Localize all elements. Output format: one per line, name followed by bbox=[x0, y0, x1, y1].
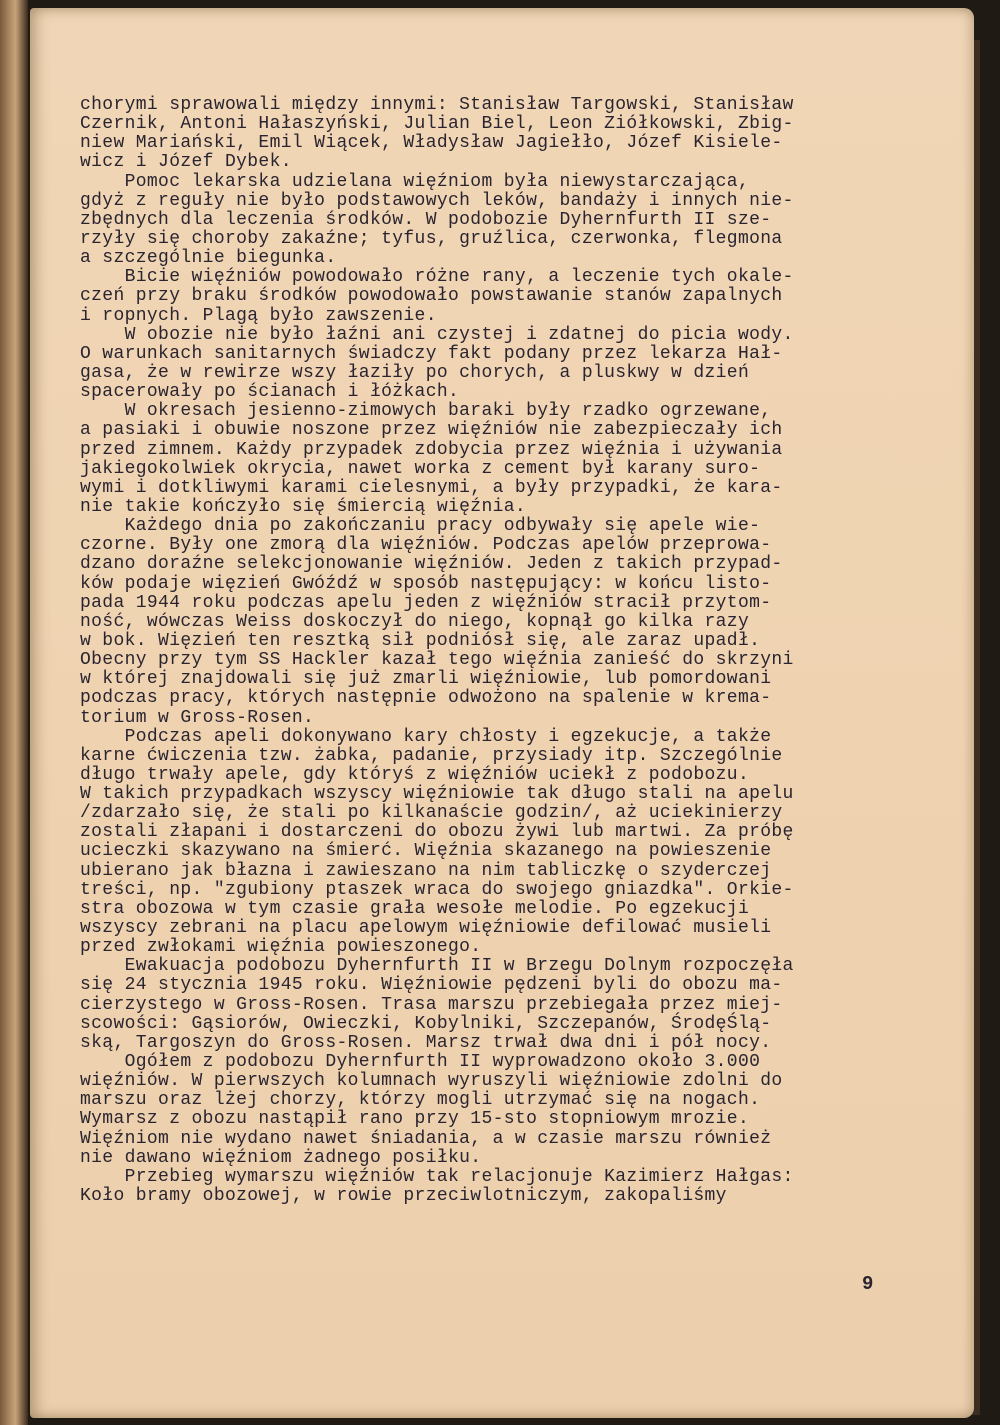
text-line: Przebieg wymarszu więźniów tak relacjonuje Kazimierz Hałgas: bbox=[80, 1166, 794, 1187]
text-line: ków podaje więzień Gwóźdź w sposób następujący: w końcu listo- bbox=[80, 573, 772, 594]
text-line: karne ćwiczenia tzw. żabka, padanie, przysiady itp. Szczególnie bbox=[80, 745, 783, 766]
text-line: wicz i Józef Dybek. bbox=[80, 152, 292, 173]
adjacent-page-edge bbox=[0, 0, 28, 1425]
text-line: Pomoc lekarska udzielana więźniom była niewystarczająca, bbox=[80, 171, 750, 192]
text-line: przed zwłokami więźnia powieszonego. bbox=[80, 937, 482, 958]
text-line: torium w Gross-Rosen. bbox=[80, 707, 315, 728]
text-line: W takich przypadkach wszyscy więźniowie tak długo stali na apelu bbox=[80, 784, 794, 805]
text-line: Bicie więźniów powodowało różne rany, a leczenie tych okale- bbox=[80, 267, 794, 288]
text-line: nie dawano więźniom żadnego posiłku. bbox=[80, 1147, 482, 1168]
text-line: więźniów. W pierwszych kolumnach wyruszyli więźniowie zdolni do bbox=[80, 1071, 783, 1092]
text-line: treści, np. "zgubiony ptaszek wraca do swojego gniazdka". Orkie- bbox=[80, 879, 794, 900]
text-line: ubierano jak błazna i zawieszano na nim tabliczkę o szyderczej bbox=[80, 860, 772, 881]
text-line: w której znajdowali się już zmarli więźniowie, lub pomordowani bbox=[80, 669, 772, 690]
text-line: Podczas apeli dokonywano kary chłosty i egzekucje, a także bbox=[80, 726, 772, 747]
text-line: przed zimnem. Każdy przypadek zdobycia przez więźnia i używania bbox=[80, 439, 783, 460]
text-line: w bok. Więzień ten resztką sił podniósł się, ale zaraz upadł. bbox=[80, 630, 761, 651]
text-line: niew Mariański, Emil Wiącek, Władysław Jagiełło, Józef Kisiele- bbox=[80, 133, 783, 154]
text-line: Obecny przy tym SS Hackler kazał tego więźnia zanieść do skrzyni bbox=[80, 650, 794, 671]
text-line: czorne. Były one zmorą dla więźniów. Podczas apelów przeprowa- bbox=[80, 535, 772, 556]
text-line: się 24 stycznia 1945 roku. Więźniowie pędzeni byli do obozu ma- bbox=[80, 975, 783, 996]
text-line: /zdarzało się, że stali po kilkanaście godzin/, aż uciekinierzy bbox=[80, 803, 783, 824]
text-line: Ogółem z podobozu Dyhernfurth II wyprowadzono około 3.000 bbox=[80, 1052, 761, 1073]
text-line: Więźniom nie wydano nawet śniadania, a w czasie marszu również bbox=[80, 1128, 772, 1149]
text-line: dzano doraźne selekcjonowanie więźniów. Jeden z takich przypad- bbox=[80, 554, 783, 575]
text-line: stra obozowa w tym czasie grała wesołe melodie. Po egzekucji bbox=[80, 898, 750, 919]
text-line: długo trwały apele, gdy któryś z więźniów uciekł z podobozu. bbox=[80, 764, 750, 785]
text-line: ność, wówczas Weiss doskoczył do niego, kopnął go kilka razy bbox=[80, 611, 750, 632]
text-line: O warunkach sanitarnych świadczy fakt podany przez lekarza Hał- bbox=[80, 343, 783, 364]
text-line: nie takie kończyło się śmiercią więźnia. bbox=[80, 496, 527, 517]
text-line: Każdego dnia po zakończaniu pracy odbywały się apele wie- bbox=[80, 516, 761, 537]
text-line: a pasiaki i obuwie noszone przez więźniów nie zabezpieczały ich bbox=[80, 420, 783, 441]
text-line: i ropnych. Plagą było zawszenie. bbox=[80, 305, 437, 326]
text-line: jakiegokolwiek okrycia, nawet worka z cement był karany suro- bbox=[80, 458, 761, 479]
text-line: cierzystego w Gross-Rosen. Trasa marszu przebiegała przez miej- bbox=[80, 994, 783, 1015]
text-line: ucieczki skazywano na śmierć. Więźnia skazanego na powieszenie bbox=[80, 841, 772, 862]
text-line: chorymi sprawowali między innymi: Stanisław Targowski, Stanisław bbox=[80, 95, 794, 115]
text-line: wszyscy zebrani na placu apelowym więźniowie defilować musieli bbox=[80, 918, 772, 939]
text-line: Czernik, Antoni Hałaszyński, Julian Biel, Leon Ziółkowski, Zbig- bbox=[80, 114, 794, 135]
text-line: Koło bramy obozowej, w rowie przeciwlotniczym, zakopaliśmy bbox=[80, 1186, 727, 1207]
text-line: podczas pracy, których następnie odwożono na spalenie w krema- bbox=[80, 688, 772, 709]
text-line: Ewakuacja podobozu Dyhernfurth II w Brzegu Dolnym rozpoczęła bbox=[80, 956, 794, 977]
text-line: spacerowały po ścianach i łóżkach. bbox=[80, 382, 460, 403]
text-line: marszu oraz lżej chorzy, którzy mogli utrzymać się na nogach. bbox=[80, 1090, 761, 1111]
page-number: 9 bbox=[862, 1273, 874, 1295]
text-line: wymi i dotkliwymi karami cielesnymi, a były przypadki, że kara- bbox=[80, 477, 783, 498]
text-line: W obozie nie było łaźni ani czystej i zdatnej do picia wody. bbox=[80, 324, 794, 345]
text-line: ską, Targoszyn do Gross-Rosen. Marsz trwał dwa dni i pół nocy. bbox=[80, 1032, 772, 1053]
body-text bbox=[80, 96, 880, 1206]
text-line: czeń przy braku środków powodowało powstawanie stanów zapalnych bbox=[80, 286, 783, 307]
text-line: zbędnych dla leczenia środków. W podobozie Dyhernfurth II sze- bbox=[80, 209, 772, 230]
text-line: scowości: Gąsiorów, Owieczki, Kobylniki, Szczepanów, ŚrodęŚlą- bbox=[80, 1013, 772, 1034]
text-line: gdyż z reguły nie było podstawowych leków, bandaży i innych nie- bbox=[80, 190, 794, 211]
text-line: W okresach jesienno-zimowych baraki były rzadko ogrzewane, bbox=[80, 401, 772, 422]
text-line: a szczególnie biegunka. bbox=[80, 248, 337, 269]
text-line: pada 1944 roku podczas apelu jeden z więźniów stracił przytom- bbox=[80, 592, 772, 613]
text-line: zostali złapani i dostarczeni do obozu żywi lub martwi. Za próbę bbox=[80, 822, 794, 843]
text-line: Wymarsz z obozu nastąpił rano przy 15-sto stopniowym mrozie. bbox=[80, 1109, 750, 1130]
text-line: rzyły się choroby zakaźne; tyfus, gruźlica, czerwonka, flegmona bbox=[80, 228, 783, 249]
text-line: gasa, że w rewirze wszy łaziły po chorych, a pluskwy w dzień bbox=[80, 362, 750, 383]
